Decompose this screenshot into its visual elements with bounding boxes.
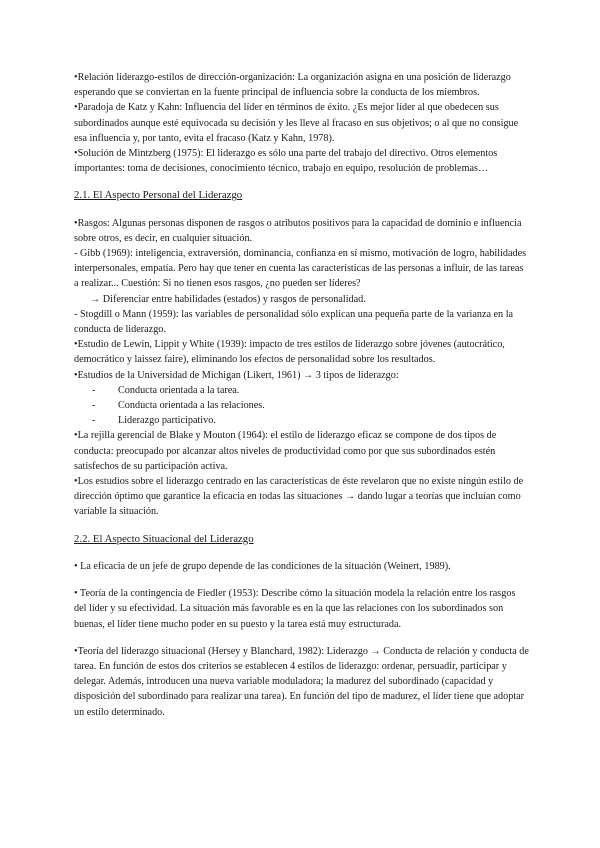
paragraph-diferenciar: → Diferenciar entre habilidades (estados) y rasgos de personalidad. — [90, 293, 366, 305]
paragraph-rasgos: •Rasgos: Algunas personas disponen de rasgos o atributos positivos para la capacidad de dominio e influencia sobre otros, es decir, en cualquier situación. — [74, 217, 522, 244]
paragraph-hersey-blanchard: •Teoría del liderazgo situacional (Hersey y Blanchard, 1982): Liderazgo → Conducta de relación y conducta de tarea. En función de estos dos criterios se establecen 4 estilos de liderazgo: ordenar, persuadir, participar y delegar. Además, introducen una nueva variable moduladora; la madurez del subordinado (capacidad y disposición del subordinado para realizar una tarea). En función del tipo de madurez, el líder tiene que adoptar un estilo determinado. — [74, 645, 529, 718]
michigan-list — [74, 383, 530, 429]
document-body — [74, 70, 530, 720]
list-item: - Liderazgo participativo. — [92, 413, 530, 428]
section-heading-aspecto-situacional: 2.2. El Aspecto Situacional del Liderazgo — [74, 532, 254, 545]
list-item: - Conducta orientada a las relaciones. — [92, 398, 530, 413]
paragraph-gibb: - Gibb (1969): inteligencia, extraversión, dominancia, confianza en sí mismo, motivación de logro, habilidades interpersonales, empatía. Pero hay que tener en cuenta las características de las personas a influir, de las tareas a realizar... Cuestión: Si no tienen esos rasgos, ¿no pueden ser líderes? — [74, 248, 527, 290]
paragraph-paradoja-katz-kahn: •Paradoja de Katz y Kahn: Influencia del líder en términos de éxito. ¿Es mejor líder al que obedecen sus subordinados aunque esté equivocada su decisión y les lleve al fracaso en sus objetivos; o al que no consigue esa influencia y, por tanto, evita el fracaso (Katz y Kahn, 1978). — [74, 102, 519, 144]
paragraph-michigan: •Estudios de la Universidad de Michigan (Likert, 1961) → 3 tipos de liderazgo: — [74, 369, 399, 381]
paragraph-blake-mouton: •La rejilla gerencial de Blake y Mouton (1964): el estilo de liderazgo eficaz se compone de dos tipos de conducta: preocupado por alcanzar altos niveles de productividad como por que sus subordinados estén satisfechos de su participación activa. — [74, 430, 497, 472]
paragraph-solucion-mintzberg: •Solución de Mintzberg (1975): El liderazgo es sólo una parte del trabajo del directivo. Otros elementos importantes: toma de decisiones, conocimiento técnico, trabajo en equipo, resolución de problemas… — [74, 148, 498, 175]
paragraph-estudios-liderazgo: •Los estudios sobre el liderazgo centrado en las características de éste revelaron que no existe ningún estilo de dirección óptimo que garantice la eficacia en todas las situaciones → dando lugar a teorías que incluían como variable la situación. — [74, 476, 524, 518]
paragraph-relacion-liderazgo: •Relación liderazgo-estilos de dirección-organización: La organización asigna en una posición de liderazgo esperando que se conviertan en la fuente principal de influencia sobre la conducta de los miembros. — [74, 72, 511, 99]
paragraph-lewin: •Estudio de Lewin, Lippit y White (1939): impacto de tres estilos de liderazgo sobre jóvenes (autocrático, democrático y laissez faire), eliminando los efectos de personalidad sobre los resultados. — [74, 339, 505, 366]
list-item: - Conducta orientada a la tarea. — [92, 383, 530, 398]
section-heading-aspecto-personal: 2.1. El Aspecto Personal del Liderazgo — [74, 189, 243, 202]
paragraph-fiedler: • Teoría de la contingencia de Fiedler (1953): Describe cómo la situación modela la relación entre los rasgos del líder y su efectividad. La situación más favorable es en la que las relaciones con los subordinados son buenas, el líder tiene mucho poder en su puesto y la tarea está muy estructurada. — [74, 588, 516, 630]
paragraph-eficacia: • La eficacia de un jefe de grupo depende de las condiciones de la situación (Weinert, 1989). — [74, 560, 451, 572]
paragraph-stogdill: - Stogdill o Mann (1959): las variables de personalidad sólo explican una pequeña parte de la varianza en la conducta de liderazgo. — [74, 308, 514, 336]
